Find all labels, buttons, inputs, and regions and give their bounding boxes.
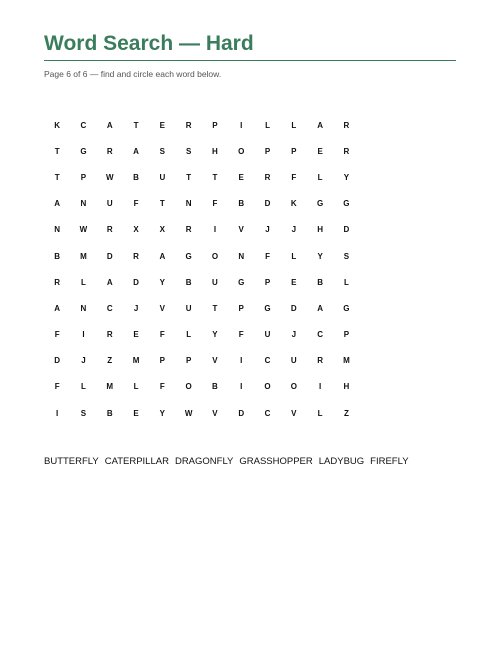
grid-cell[interactable]: P — [264, 146, 271, 156]
grid-cell[interactable]: T — [133, 120, 139, 130]
grid-cell[interactable]: P — [238, 303, 244, 313]
grid-cell[interactable]: N — [185, 199, 192, 209]
grid-cell[interactable]: L — [317, 408, 323, 418]
grid-cell[interactable]: R — [54, 277, 61, 287]
grid-cell[interactable]: H — [343, 382, 350, 392]
grid-cell[interactable]: J — [291, 330, 297, 340]
grid-cell[interactable]: E — [133, 330, 139, 340]
grid-cell[interactable]: V — [159, 303, 165, 313]
grid-cell[interactable]: G — [264, 303, 271, 313]
title-divider — [44, 60, 456, 61]
grid-cell[interactable]: L — [133, 382, 139, 392]
grid-cell[interactable]: S — [343, 251, 350, 261]
word-list — [44, 456, 415, 467]
page-subtitle: Page 6 of 6 — find and circle each word below. — [44, 69, 222, 79]
grid-cell[interactable]: W — [79, 225, 88, 235]
grid-cell[interactable]: M — [132, 356, 140, 366]
grid-cell[interactable]: Y — [159, 408, 165, 418]
grid-cell[interactable]: L — [343, 277, 349, 287]
grid-cell[interactable]: M — [343, 356, 350, 366]
grid-cell[interactable]: F — [212, 199, 218, 209]
grid-cell[interactable]: O — [238, 146, 245, 156]
grid-cell[interactable]: N — [238, 251, 245, 261]
grid-cell[interactable]: E — [317, 146, 323, 156]
grid-cell[interactable]: J — [81, 356, 86, 366]
word-list-item: FIREFLY — [370, 456, 409, 467]
grid-cell[interactable]: A — [106, 277, 113, 287]
grid-cell[interactable]: F — [291, 172, 297, 182]
grid-cell[interactable]: U — [159, 172, 166, 182]
grid-cell[interactable]: U — [185, 303, 192, 313]
grid-cell[interactable]: R — [133, 251, 139, 261]
grid-cell[interactable]: D — [133, 277, 139, 287]
grid-cell[interactable]: X — [159, 225, 165, 235]
grid-cell[interactable]: I — [213, 225, 217, 235]
grid-cell[interactable]: J — [265, 225, 270, 235]
grid-cell[interactable]: M — [80, 251, 87, 261]
grid-cell[interactable]: V — [212, 408, 218, 418]
word-list-item: BUTTERFLY — [44, 456, 99, 467]
grid-cell[interactable]: R — [106, 146, 113, 156]
grid-cell[interactable]: Y — [212, 330, 218, 340]
grid-cell[interactable]: K — [54, 120, 61, 130]
grid-cell[interactable]: S — [185, 146, 192, 156]
grid-cell[interactable]: E — [133, 408, 139, 418]
grid-cell[interactable]: R — [317, 356, 323, 366]
grid-cell[interactable]: R — [185, 120, 192, 130]
grid-cell[interactable]: F — [238, 330, 244, 340]
grid-cell[interactable]: D — [238, 408, 245, 418]
grid-cell[interactable]: E — [238, 172, 244, 182]
grid-cell[interactable]: B — [185, 277, 192, 287]
grid-cell[interactable]: R — [264, 172, 271, 182]
word-list-item: CATERPILLAR — [104, 456, 169, 467]
grid-cell[interactable]: R — [106, 225, 113, 235]
grid-cell[interactable]: Y — [159, 277, 165, 287]
grid-cell[interactable]: S — [80, 408, 87, 418]
grid-cell[interactable]: D — [106, 251, 113, 261]
grid-cell[interactable]: R — [343, 120, 350, 130]
grid-cell[interactable]: F — [159, 382, 165, 392]
grid-cell[interactable]: F — [54, 382, 60, 392]
grid-cell[interactable]: P — [159, 356, 165, 366]
grid-cell[interactable]: C — [264, 356, 271, 366]
grid-cell[interactable]: L — [291, 120, 297, 130]
grid-cell[interactable]: P — [185, 356, 192, 366]
grid-cell[interactable]: B — [106, 408, 113, 418]
word-list-item: DRAGONFLY — [174, 456, 234, 467]
grid-cell[interactable]: L — [317, 172, 323, 182]
grid-cell[interactable]: A — [106, 120, 113, 130]
grid-cell[interactable]: T — [212, 172, 218, 182]
grid-cell[interactable]: B — [238, 199, 245, 209]
grid-cell[interactable]: L — [265, 120, 270, 130]
grid-cell[interactable]: H — [317, 225, 323, 235]
grid-cell[interactable]: T — [186, 172, 192, 182]
grid-cell[interactable]: A — [54, 199, 61, 209]
grid-cell[interactable]: R — [185, 225, 192, 235]
grid-cell[interactable]: A — [133, 146, 139, 156]
grid-cell[interactable]: A — [317, 303, 323, 313]
grid-cell[interactable]: W — [184, 408, 193, 418]
grid-cell[interactable]: G — [343, 199, 350, 209]
grid-cell[interactable]: D — [343, 225, 350, 235]
grid-cell[interactable]: D — [290, 303, 297, 313]
grid-cell[interactable]: J — [291, 225, 297, 235]
grid-cell[interactable]: F — [265, 251, 270, 261]
grid-cell[interactable]: L — [81, 277, 86, 287]
grid-cell[interactable]: G — [80, 146, 87, 156]
grid-cell[interactable]: K — [290, 199, 297, 209]
grid-cell[interactable]: N — [54, 225, 61, 235]
grid-cell[interactable]: B — [212, 382, 218, 392]
grid-cell[interactable]: C — [317, 330, 323, 340]
grid-cell[interactable]: T — [159, 199, 165, 209]
grid-cell[interactable]: B — [317, 277, 323, 287]
grid-cell[interactable]: J — [133, 303, 139, 313]
grid-cell[interactable]: P — [343, 330, 350, 340]
grid-cell[interactable]: Z — [107, 356, 113, 366]
grid-cell[interactable]: R — [343, 146, 350, 156]
grid-cell[interactable]: B — [54, 251, 61, 261]
grid-cell[interactable]: L — [291, 251, 297, 261]
grid-cell[interactable]: W — [105, 172, 114, 182]
grid-cell[interactable]: Y — [317, 251, 323, 261]
grid-cell[interactable]: L — [81, 382, 86, 392]
grid-cell[interactable]: M — [106, 382, 114, 392]
grid-cell[interactable]: S — [159, 146, 165, 156]
grid-cell[interactable]: V — [212, 356, 218, 366]
grid-cell[interactable]: Z — [343, 408, 349, 418]
word-list-item: GRASSHOPPER — [239, 456, 313, 467]
grid-cell[interactable]: Y — [343, 172, 350, 182]
grid-cell[interactable]: V — [238, 225, 244, 235]
grid-cell[interactable]: P — [264, 277, 271, 287]
grid-cell[interactable]: B — [133, 172, 139, 182]
grid-cell[interactable]: P — [80, 172, 87, 182]
grid-cell[interactable]: C — [106, 303, 113, 313]
grid-cell[interactable]: O — [185, 382, 192, 392]
grid-cell[interactable]: C — [80, 120, 87, 130]
grid-cell[interactable]: T — [54, 146, 60, 156]
grid-cell[interactable]: O — [264, 382, 271, 392]
grid-cell[interactable]: R — [106, 330, 113, 340]
grid-cell[interactable]: A — [54, 303, 61, 313]
grid-cell[interactable]: V — [291, 408, 297, 418]
grid-cell[interactable]: N — [80, 303, 87, 313]
grid-cell[interactable]: U — [212, 277, 218, 287]
grid-cell[interactable]: N — [80, 199, 87, 209]
grid-cell[interactable]: T — [212, 303, 218, 313]
page-title: Word Search — Hard — [44, 32, 254, 55]
grid-cell[interactable]: D — [54, 356, 61, 366]
grid-cell[interactable]: G — [317, 199, 324, 209]
grid-cell[interactable]: E — [291, 277, 297, 287]
grid-cell[interactable]: I — [240, 382, 243, 392]
grid-cell[interactable]: C — [264, 408, 271, 418]
grid-cell[interactable]: I — [319, 382, 322, 392]
grid-cell[interactable]: I — [56, 408, 59, 418]
grid-cell[interactable]: U — [106, 199, 113, 209]
grid-cell[interactable]: O — [290, 382, 297, 392]
grid-cell[interactable]: U — [290, 356, 297, 366]
grid-cell[interactable]: F — [159, 330, 165, 340]
grid-cell[interactable]: A — [317, 120, 323, 130]
grid-cell[interactable]: L — [186, 330, 192, 340]
grid-cell[interactable]: P — [212, 120, 218, 130]
grid-cell[interactable]: G — [343, 303, 350, 313]
letter-grid — [44, 112, 360, 426]
grid-cell[interactable]: P — [291, 146, 297, 156]
grid-cell[interactable]: F — [133, 199, 139, 209]
grid-cell[interactable]: D — [264, 199, 271, 209]
grid-cell[interactable]: U — [264, 330, 271, 340]
grid-cell[interactable]: I — [240, 356, 243, 366]
word-list-item: LADYBUG — [318, 456, 365, 467]
grid-cell[interactable]: T — [54, 172, 60, 182]
grid-cell[interactable]: I — [240, 120, 243, 130]
grid-cell[interactable]: O — [211, 251, 219, 261]
grid-cell[interactable]: H — [212, 146, 218, 156]
grid-cell[interactable]: X — [133, 225, 139, 235]
grid-cell[interactable]: G — [238, 277, 245, 287]
grid-cell[interactable]: A — [159, 251, 166, 261]
grid-cell[interactable]: I — [82, 330, 85, 340]
grid-cell[interactable]: F — [54, 330, 60, 340]
grid-cell[interactable]: G — [185, 251, 192, 261]
grid-cell[interactable]: E — [159, 120, 165, 130]
